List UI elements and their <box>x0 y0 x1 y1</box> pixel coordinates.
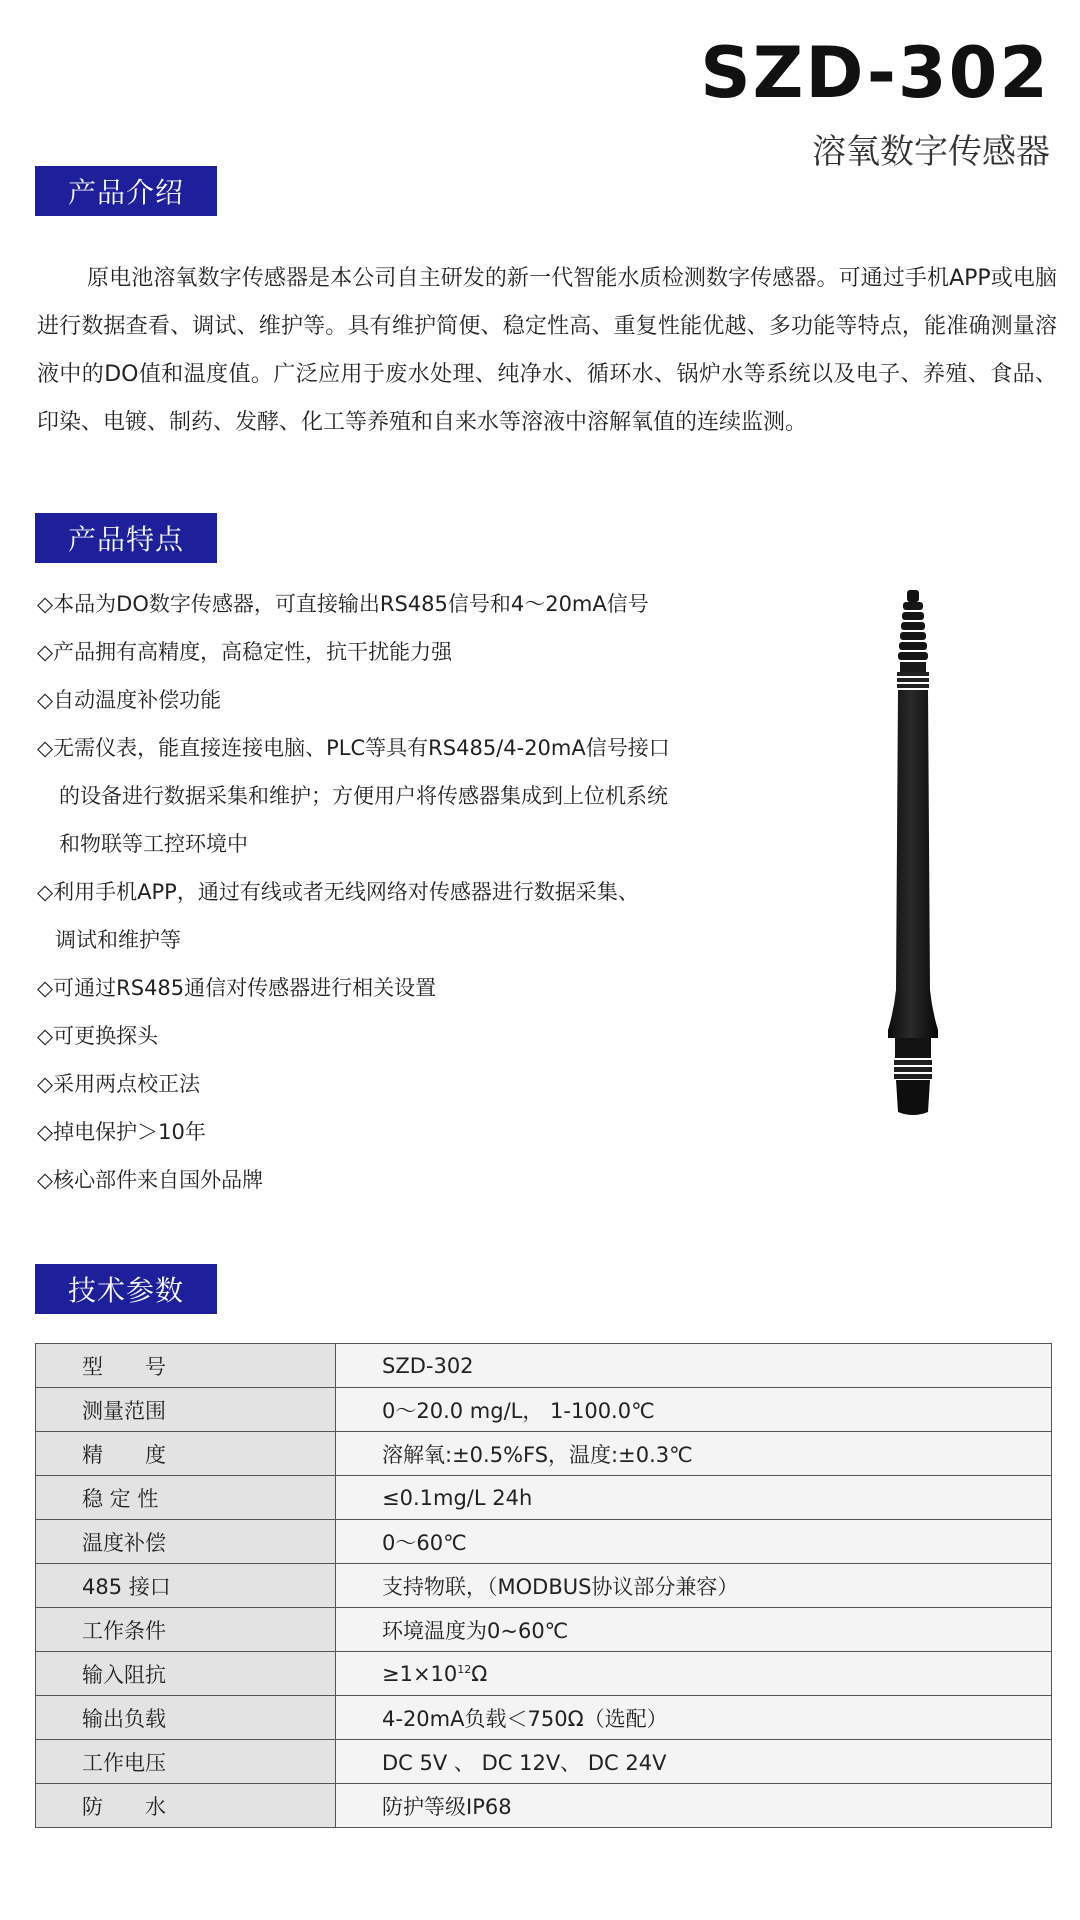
product-subtitle: 溶氧数字传感器 <box>812 132 1050 172</box>
feature-item: ◇可通过RS485通信对传感器进行相关设置 <box>37 976 437 1000</box>
table-row <box>36 1696 1052 1740</box>
feature-item: ◇利用手机APP，通过有线或者无线网络对传感器进行数据采集、 <box>37 880 639 904</box>
table-row <box>36 1564 1052 1608</box>
features-section-title: 产品特点 <box>35 513 217 563</box>
spec-value-main: ≥1×10 <box>382 1661 458 1686</box>
title-block <box>700 32 1050 173</box>
spec-value-exponent: 12 <box>457 1662 472 1676</box>
spec-value: 0～20.0 mg/L， 1-100.0℃ <box>336 1388 1052 1432</box>
feature-item-continued: 调试和维护等 <box>55 928 181 952</box>
spec-key: 工作条件 <box>36 1608 336 1652</box>
feature-item-continued: 和物联等工控环境中 <box>59 832 248 856</box>
spec-key: 测量范围 <box>36 1388 336 1432</box>
feature-item-continued: 的设备进行数据采集和维护；方便用户将传感器集成到上位机系统 <box>59 784 668 808</box>
feature-item: ◇采用两点校正法 <box>37 1072 201 1096</box>
spec-key: 防 水 <box>36 1784 336 1828</box>
product-model: SZD-302 <box>700 32 1050 114</box>
spec-key: 稳 定 性 <box>36 1476 336 1520</box>
spec-key: 输出负载 <box>36 1696 336 1740</box>
spec-value: 支持物联，（MODBUS协议部分兼容） <box>336 1564 1052 1608</box>
spec-value <box>336 1652 1052 1696</box>
table-row <box>36 1784 1052 1828</box>
table-row <box>36 1520 1052 1564</box>
table-row <box>36 1476 1052 1520</box>
table-row <box>36 1740 1052 1784</box>
feature-item: ◇无需仪表，能直接连接电脑、PLC等具有RS485/4-20mA信号接口 <box>37 736 670 760</box>
table-row <box>36 1344 1052 1388</box>
sensor-probe-image <box>870 590 960 1120</box>
table-row <box>36 1388 1052 1432</box>
spec-value: 环境温度为0~60℃ <box>336 1608 1052 1652</box>
spec-value: DC 5V 、 DC 12V、 DC 24V <box>336 1740 1052 1784</box>
feature-item: ◇产品拥有高精度，高稳定性，抗干扰能力强 <box>37 640 453 664</box>
features-list <box>37 580 757 1204</box>
feature-item: ◇自动温度补偿功能 <box>37 688 222 712</box>
table-row <box>36 1652 1052 1696</box>
spec-value: 0～60℃ <box>336 1520 1052 1564</box>
feature-item: ◇本品为DO数字传感器，可直接输出RS485信号和4～20mA信号 <box>37 592 649 616</box>
spec-key: 精 度 <box>36 1432 336 1476</box>
feature-item: ◇核心部件来自国外品牌 <box>37 1168 264 1192</box>
spec-key: 温度补偿 <box>36 1520 336 1564</box>
intro-section-title: 产品介绍 <box>35 166 217 216</box>
spec-key: 485 接口 <box>36 1564 336 1608</box>
spec-value-unit: Ω <box>471 1661 488 1686</box>
specs-section-title: 技术参数 <box>35 1264 217 1314</box>
spec-value: 防护等级IP68 <box>336 1784 1052 1828</box>
intro-paragraph: 原电池溶氧数字传感器是本公司自主研发的新一代智能水质检测数字传感器。可通过手机APP或电脑进行数据查看、调试、维护等。具有维护简便、稳定性高、重复性能优越、多功能等特点，能准确测量溶液中的DO值和温度值。广泛应用于废水处理、纯净水、循环水、锅炉水等系统以及电子、养殖、食品、印染、电镀、制药、发酵、化工等养殖和自来水等溶液中溶解氧值的连续监测。 <box>37 266 1057 435</box>
feature-item: ◇掉电保护＞10年 <box>37 1120 206 1144</box>
spec-value: 4-20mA负载＜750Ω（选配） <box>336 1696 1052 1740</box>
spec-key: 型 号 <box>36 1344 336 1388</box>
spec-value: SZD-302 <box>336 1344 1052 1388</box>
table-row <box>36 1608 1052 1652</box>
spec-key: 输入阻抗 <box>36 1652 336 1696</box>
feature-item: ◇可更换探头 <box>37 1024 159 1048</box>
specs-table <box>35 1343 1052 1828</box>
spec-value: 溶解氧:±0.5%FS，温度:±0.3℃ <box>336 1432 1052 1476</box>
spec-value: ≤0.1mg/L 24h <box>336 1476 1052 1520</box>
table-row <box>36 1432 1052 1476</box>
spec-key: 工作电压 <box>36 1740 336 1784</box>
